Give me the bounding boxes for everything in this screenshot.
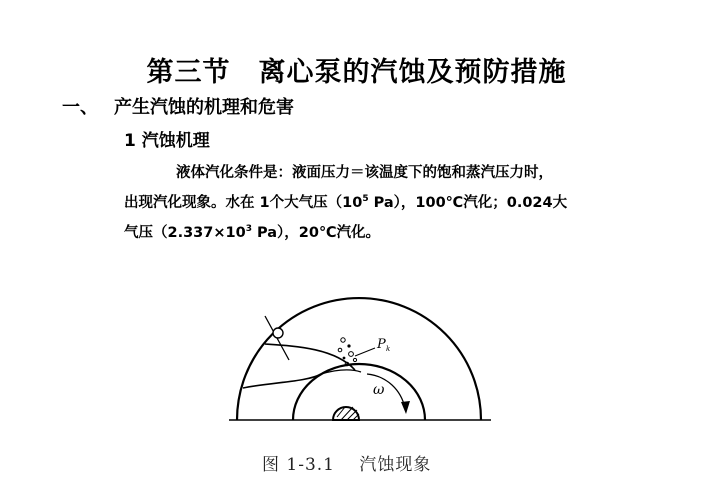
bubble xyxy=(341,338,345,342)
vane-lower xyxy=(243,374,321,388)
bubble xyxy=(338,348,342,352)
bubble xyxy=(347,344,350,347)
paragraph-line-3 xyxy=(124,216,614,246)
line3-text-a: 气压（2.337×10 xyxy=(124,225,246,241)
pressure-label: P xyxy=(377,337,386,352)
line2-text-b: Pa），100℃汽化；0.024大 xyxy=(368,195,568,211)
vapor-bubble xyxy=(273,328,283,338)
line3-exponent: 3 xyxy=(245,224,252,234)
section-heading xyxy=(62,93,294,119)
line2-text-a: 出现汽化现象。水在 1个大气压（10 xyxy=(124,195,363,211)
paragraph-line-2 xyxy=(124,186,614,216)
section-title: 产生汽蚀的机理和危害 xyxy=(114,97,294,118)
figure-caption: 图 1-3.1 汽蚀现象 xyxy=(262,455,432,475)
subsection-heading: 1 汽蚀机理 xyxy=(124,131,210,151)
pressure-leader xyxy=(355,348,375,356)
page-title: 第三节 离心泵的汽蚀及预防措施 xyxy=(146,57,567,88)
bubble xyxy=(343,357,346,360)
body-paragraph xyxy=(124,160,614,246)
paragraph-line-1: 液体汽化条件是：液面压力＝该温度下的饱和蒸汽压力时， xyxy=(176,165,553,181)
bubble xyxy=(349,352,354,357)
line3-text-b: Pa），20℃汽化。 xyxy=(251,225,381,241)
omega-label: ω xyxy=(373,382,385,398)
rotation-arrowhead xyxy=(401,401,410,414)
bubble xyxy=(353,358,356,361)
pressure-label-sub: k xyxy=(386,345,391,353)
line2-exponent: 5 xyxy=(362,194,369,204)
outer-casing xyxy=(237,298,481,420)
section-number: 一、 xyxy=(62,97,98,118)
